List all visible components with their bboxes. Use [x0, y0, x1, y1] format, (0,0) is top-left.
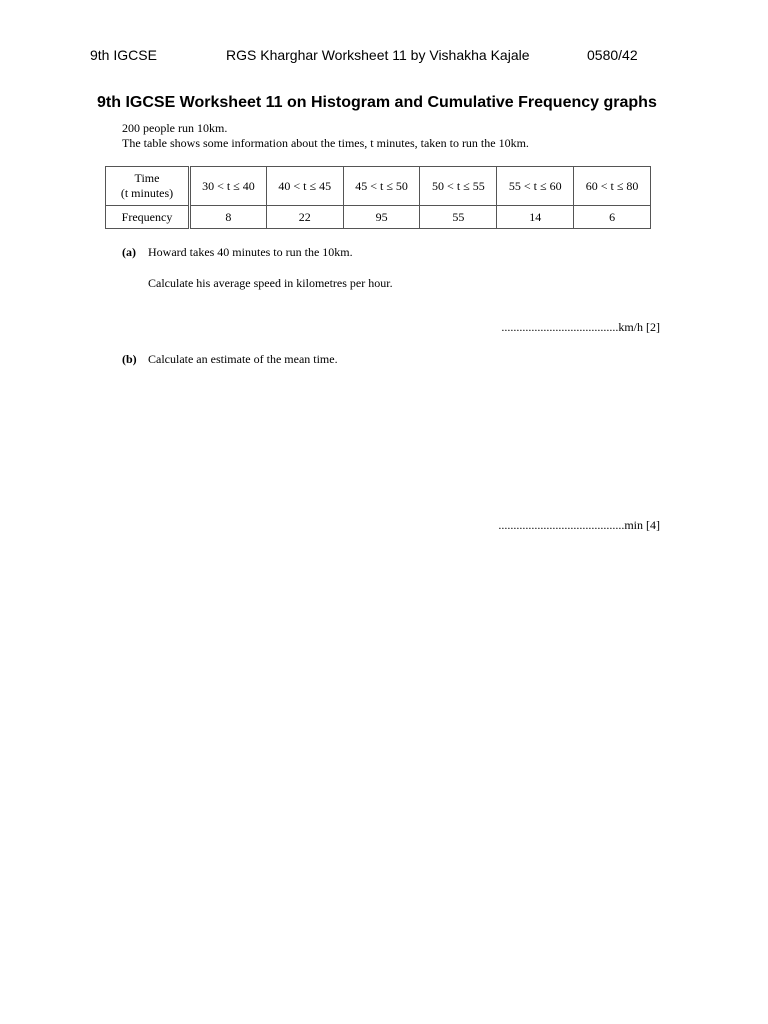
row-header-frequency: Frequency [106, 206, 190, 229]
frequency-table [105, 166, 651, 229]
interval-cell: 50 < t ≤ 55 [420, 167, 497, 206]
intro-line-2: The table shows some information about the times, t minutes, taken to run the 10km. [122, 136, 529, 150]
question-b-line-1: Calculate an estimate of the mean time. [148, 352, 338, 366]
frequency-cell: 55 [420, 206, 497, 229]
frequency-cell: 14 [497, 206, 574, 229]
header-center: RGS Kharghar Worksheet 11 by Vishakha Kajale [226, 47, 530, 63]
answer-line-a: .......................................km/h [2] [501, 320, 660, 334]
table-row [106, 206, 651, 229]
table-row [106, 167, 651, 206]
interval-cell: 55 < t ≤ 60 [497, 167, 574, 206]
header-right: 0580/42 [587, 47, 638, 63]
question-b-label: (b) [122, 352, 137, 366]
frequency-cell: 6 [574, 206, 651, 229]
intro-line-1: 200 people run 10km. [122, 121, 228, 135]
interval-cell: 45 < t ≤ 50 [343, 167, 420, 206]
interval-cell: 30 < t ≤ 40 [190, 167, 267, 206]
interval-cell: 40 < t ≤ 45 [266, 167, 343, 206]
row-header-time-line1: Time [134, 171, 160, 185]
row-header-time-line2: (t minutes) [120, 186, 174, 200]
header-left: 9th IGCSE [90, 47, 157, 63]
answer-line-b: ..........................................min [4] [498, 518, 660, 532]
frequency-cell: 8 [190, 206, 267, 229]
frequency-cell: 95 [343, 206, 420, 229]
row-header-time [106, 167, 190, 206]
interval-cell: 60 < t ≤ 80 [574, 167, 651, 206]
question-a-line-2: Calculate his average speed in kilometres per hour. [148, 276, 393, 290]
question-a-label: (a) [122, 245, 136, 259]
frequency-cell: 22 [266, 206, 343, 229]
question-a-line-1: Howard takes 40 minutes to run the 10km. [148, 245, 353, 259]
page-title: 9th IGCSE Worksheet 11 on Histogram and Cumulative Frequency graphs [97, 94, 657, 111]
